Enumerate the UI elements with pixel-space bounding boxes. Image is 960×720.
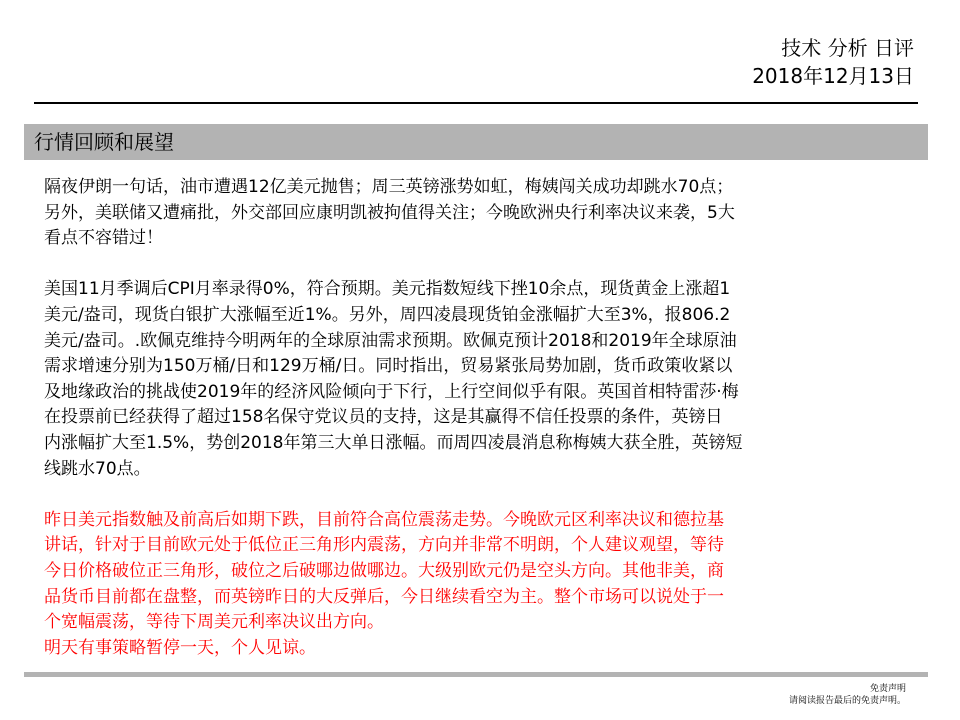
report-header — [752, 34, 914, 90]
text-line: 个宽幅震荡，等待下周美元利率决议出方向。 — [44, 612, 384, 633]
paragraph-overview — [44, 175, 912, 252]
text-line: 美元/盎司。.欧佩克维持今明两年的全球原油需求预期。欧佩克预计2018和2019年全球原油 — [44, 330, 737, 351]
text-line: 美国11月季调后CPI月率录得0%，符合预期。美元指数短线下挫10余点，现货黄金上涨超1 — [44, 279, 731, 300]
section-title: 行情回顾和展望 — [34, 130, 174, 154]
report-type: 技术 分析 日评 — [781, 36, 914, 60]
text-line: 今日价格破位正三角形，破位之后破哪边做哪边。大级别欧元仍是空头方向。其他非美，商 — [44, 560, 724, 581]
text-line: 在投票前已经获得了超过158名保守党议员的支持，这是其赢得不信任投票的条件，英镑日 — [44, 407, 723, 428]
text-line: 品货币目前都在盘整，而英镑昨日的大反弹后，今日继续看空为主。整个市场可以说处于一 — [44, 586, 724, 607]
text-line: 隔夜伊朗一句话，油市遭遇12亿美元抛售；周三英镑涨势如虹，梅姨闯关成功却跳水70点； — [44, 177, 734, 197]
text-line: 及地缘政治的挑战使2019年的经济风险倾向于下行，上行空间似乎有限。英国首相特雷莎·梅 — [44, 381, 739, 402]
report-date: 2018年12月13日 — [752, 64, 914, 88]
text-line: 看点不容错过！ — [44, 228, 163, 249]
paragraph-strategy — [44, 508, 912, 662]
text-line: 美元/盎司，现货白银扩大涨幅至近1%。另外，周四凌晨现货铂金涨幅扩大至3%，报806.2 — [44, 304, 731, 325]
text-line: 需求增速分别为150万桶/日和129万桶/日。同时指出，贸易紧张局势加剧，货币政策收紧以 — [44, 356, 733, 377]
text-line: 内涨幅扩大至1.5%，势创2018年第三大单日涨幅。而周四凌晨消息称梅姨大获全胜，英镑短 — [44, 432, 743, 453]
header-divider — [34, 102, 918, 104]
report-body — [44, 175, 912, 661]
text-line: 另外，美联储又遭痛批，外交部回应康明凯被拘值得关注；今晚欧洲央行利率决议来袭，5大 — [44, 202, 735, 223]
section-header-bar — [24, 124, 928, 160]
text-line: 讲话，针对于目前欧元处于低位正三角形内震荡，方向并非常不明朗，个人建议观望，等待 — [44, 535, 724, 556]
disclaimer-footer — [789, 683, 906, 707]
footer-divider — [24, 672, 928, 677]
disclaimer-note: 请阅读报告最后的免责声明。 — [788, 696, 906, 706]
text-line: 昨日美元指数触及前高后如期下跌，目前符合高位震荡走势。今晚欧元区利率决议和德拉基 — [44, 509, 724, 530]
text-line: 线跳水70点。 — [44, 458, 151, 479]
text-line: 明天有事策略暂停一天，个人见谅。 — [44, 637, 316, 658]
paragraph-market-news — [44, 277, 912, 482]
disclaimer-title: 免责声明 — [869, 684, 906, 694]
